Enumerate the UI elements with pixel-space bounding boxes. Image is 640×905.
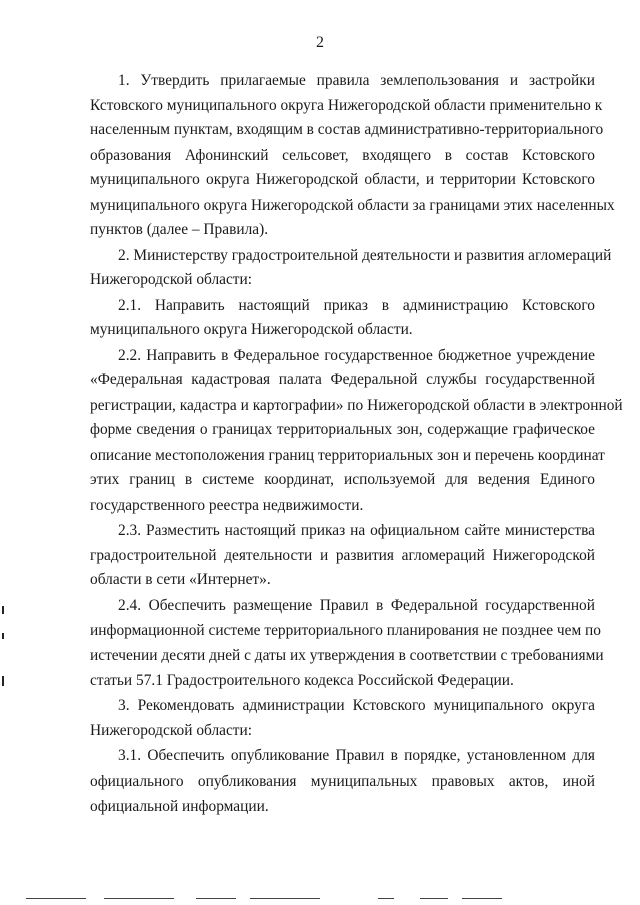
text-line: официального опубликования муниципальных правовых актов, иной bbox=[90, 773, 595, 790]
text-line: муниципального округа Нижегородской области за границами этих населенных bbox=[90, 197, 615, 214]
text-line: 2.1. Направить настоящий приказ в администрацию Кстовского bbox=[118, 297, 595, 314]
text-line: Нижегородской области: bbox=[90, 271, 253, 288]
text-line: 2.4. Обеспечить размещение Правил в Федеральной государственной bbox=[118, 597, 595, 614]
text-line: государственного реестра недвижимости. bbox=[90, 497, 364, 514]
text-line: 3.1. Обеспечить опубликование Правил в порядке, установленном для bbox=[118, 747, 595, 764]
text-line: Нижегородской области: bbox=[90, 722, 253, 739]
text-line: населенным пунктам, входящим в состав административно-территориального bbox=[90, 121, 604, 138]
text-line: 2.2. Направить в Федеральное государственное бюджетное учреждение bbox=[118, 347, 595, 364]
text-line: 2.3. Разместить настоящий приказ на официальном сайте министерства bbox=[118, 522, 595, 539]
footer-rule bbox=[104, 898, 174, 899]
page-number: 2 bbox=[316, 34, 324, 51]
text-line: форме сведения о границах территориальных зон, содержащие графическое bbox=[90, 421, 595, 438]
text-line: описание местоположения границ территориальных зон и перечень координат bbox=[90, 447, 605, 464]
text-line: образования Афонинский сельсовет, входящего в состав Кстовского bbox=[90, 147, 595, 164]
text-line: муниципального округа Нижегородской области. bbox=[90, 321, 413, 338]
text-line: 1. Утвердить прилагаемые правила землепользования и застройки bbox=[118, 72, 595, 89]
text-line: статьи 57.1 Градостроительного кодекса Российской Федерации. bbox=[90, 672, 514, 689]
footer-rule bbox=[26, 898, 86, 899]
text-line: Кстовского муниципального округа Нижегородской области применительно к bbox=[90, 97, 603, 114]
footer-rule bbox=[196, 898, 236, 899]
footer-rule bbox=[462, 898, 502, 899]
text-line: области в сети «Интернет». bbox=[90, 571, 271, 588]
text-line: официальной информации. bbox=[90, 798, 269, 815]
scan-mark bbox=[2, 633, 4, 639]
text-line: 2. Министерству градостроительной деятельности и развития агломераций bbox=[118, 247, 612, 264]
text-line: регистрации, кадастра и картографии» по Нижегородской области в электронной bbox=[90, 397, 623, 414]
text-line: градостроительной деятельности и развития агломераций Нижегородской bbox=[90, 547, 595, 564]
footer-rule bbox=[250, 898, 320, 899]
text-line: «Федеральная кадастровая палата Федеральной службы государственной bbox=[90, 371, 595, 388]
scan-mark bbox=[2, 676, 4, 686]
text-line: муниципального округа Нижегородской области, и территории Кстовского bbox=[90, 171, 595, 188]
footer-rule bbox=[378, 898, 394, 899]
text-line: пунктов (далее – Правила). bbox=[90, 221, 269, 238]
text-line: этих границ в системе координат, используемой для ведения Единого bbox=[90, 471, 595, 488]
text-line: истечении десяти дней с даты их утверждения в соответствии с требованиями bbox=[90, 647, 604, 664]
scan-mark bbox=[2, 606, 4, 614]
text-line: 3. Рекомендовать администрации Кстовского муниципального округа bbox=[118, 697, 595, 714]
footer-rule bbox=[420, 898, 448, 899]
text-line: информационной системе территориального планирования не позднее чем по bbox=[90, 622, 601, 639]
